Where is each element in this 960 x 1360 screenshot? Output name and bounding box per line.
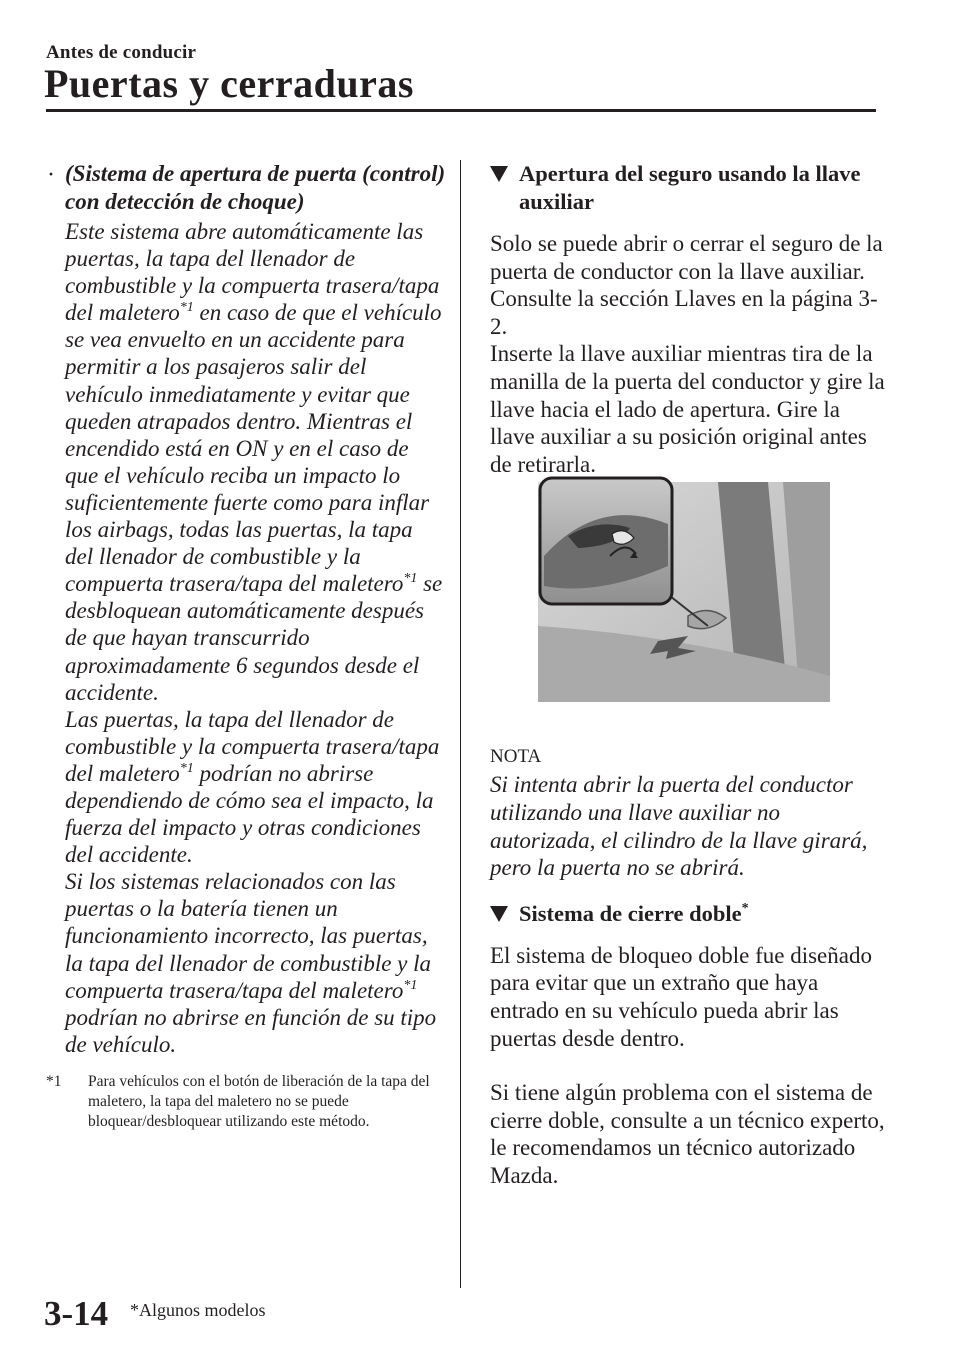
paragraph-auto-unlock: Este sistema abre automáticamente las puertas, la tapa del llenador de combustible y la compuerta trasera/tapa del maletero$^{*1}$ en caso de que el vehículo se vea envuelto en un accidente para permitir a los pasajeros salir del vehículo inmediatamente y evitar que queden atrapados dentro. Mientras el encendido está en ON y en el caso de que el vehículo reciba un impacto lo suficientemente fuerte como para inflar los airbags, todas las puertas, la tapa del llenador de combustible y la compuerta trasera/tapa del maletero$^{*1}$ se desbloquean automáticamente después de que hayan transcurrido aproximadamente 6 segundos desde el accidente. [65, 219, 443, 705]
footnote-text: Para vehículos con el botón de liberación de la tapa del maletero, la tapa del maletero no se puede bloquear/desbloquear utilizando este método. [88, 1072, 430, 1130]
heading-auxiliary-key: Apertura del seguro usando la llave auxiliar [490, 160, 890, 216]
header-rule [46, 109, 876, 112]
footnote-ref: *1 [179, 300, 194, 316]
footnote-mark: *1 [46, 1072, 62, 1090]
paragraph-aux-key-intro: Solo se puede abrir o cerrar el seguro de la puerta de conductor con la llave auxiliar. Consulte la sección Llaves en la página 3-2. [490, 231, 883, 339]
footer-some-models-note: *Algunos modelos [130, 1300, 266, 1320]
column-divider [460, 160, 461, 1288]
nota-text: Si intenta abrir la puerta del conductor utilizando una llave auxiliar no autorizada, el cilindro de la llave girará, pero la puerta no se abrirá. [490, 772, 868, 881]
heading-double-lock: Sistema de cierre doble* [490, 900, 890, 928]
footnote [46, 1072, 446, 1132]
section-label: Antes de conducir [46, 42, 197, 63]
footnote-ref: *1 [179, 760, 194, 776]
car-door-image [538, 476, 830, 702]
nota-block [490, 745, 890, 881]
bullet-title: (Sistema de apertura de puerta (control) con detección de choque) [65, 161, 446, 214]
bullet-dot: · [47, 162, 55, 188]
triangle-bullet-icon [490, 166, 508, 182]
paragraph-may-not-open: Las puertas, la tapa del llenador de combustible y la compuerta trasera/tapa del maletero$^{*1}$ podrían no abrirse dependiendo de cómo sea el impacto, la fuerza del impacto y otras condiciones del accidente. [65, 706, 440, 868]
left-column [46, 160, 446, 1132]
some-models-mark: * [741, 900, 749, 916]
bullet-block [46, 160, 446, 1058]
footnote-ref: *1 [403, 571, 418, 587]
paragraph-aux-key-steps: Inserte la llave auxiliar mientras tira de la manilla de la puerta del conductor y gire la llave hacia el lado de apertura. Gire la llave auxiliar a su posición original antes de retirarla. [490, 341, 885, 477]
footnote-ref: *1 [403, 977, 418, 993]
chapter-title: Puertas y cerraduras [44, 61, 414, 106]
nota-label: NOTA [490, 746, 542, 768]
paragraph-malfunction: Si los sistemas relacionados con las puertas o la batería tienen un funcionamiento incorrecto, las puertas, la tapa del llenador de combustible y la compuerta trasera/tapa del maletero$^{*1}$ podrían no abrirse en función de su tipo de vehículo. [65, 869, 437, 1057]
page-number: 3-14 [44, 1294, 109, 1333]
paragraph-double-lock-purpose: El sistema de bloqueo doble fue diseñado para evitar que un extraño que haya entrado en su vehículo pueda abrir las puertas desde dentro. [490, 942, 872, 1051]
door-key-illustration [538, 476, 830, 702]
triangle-bullet-icon [490, 906, 508, 922]
paragraph-double-lock-service: Si tiene algún problema con el sistema de cierre doble, consulte a un técnico experto, le recomendamos un técnico autorizado Mazda. [490, 1080, 885, 1188]
